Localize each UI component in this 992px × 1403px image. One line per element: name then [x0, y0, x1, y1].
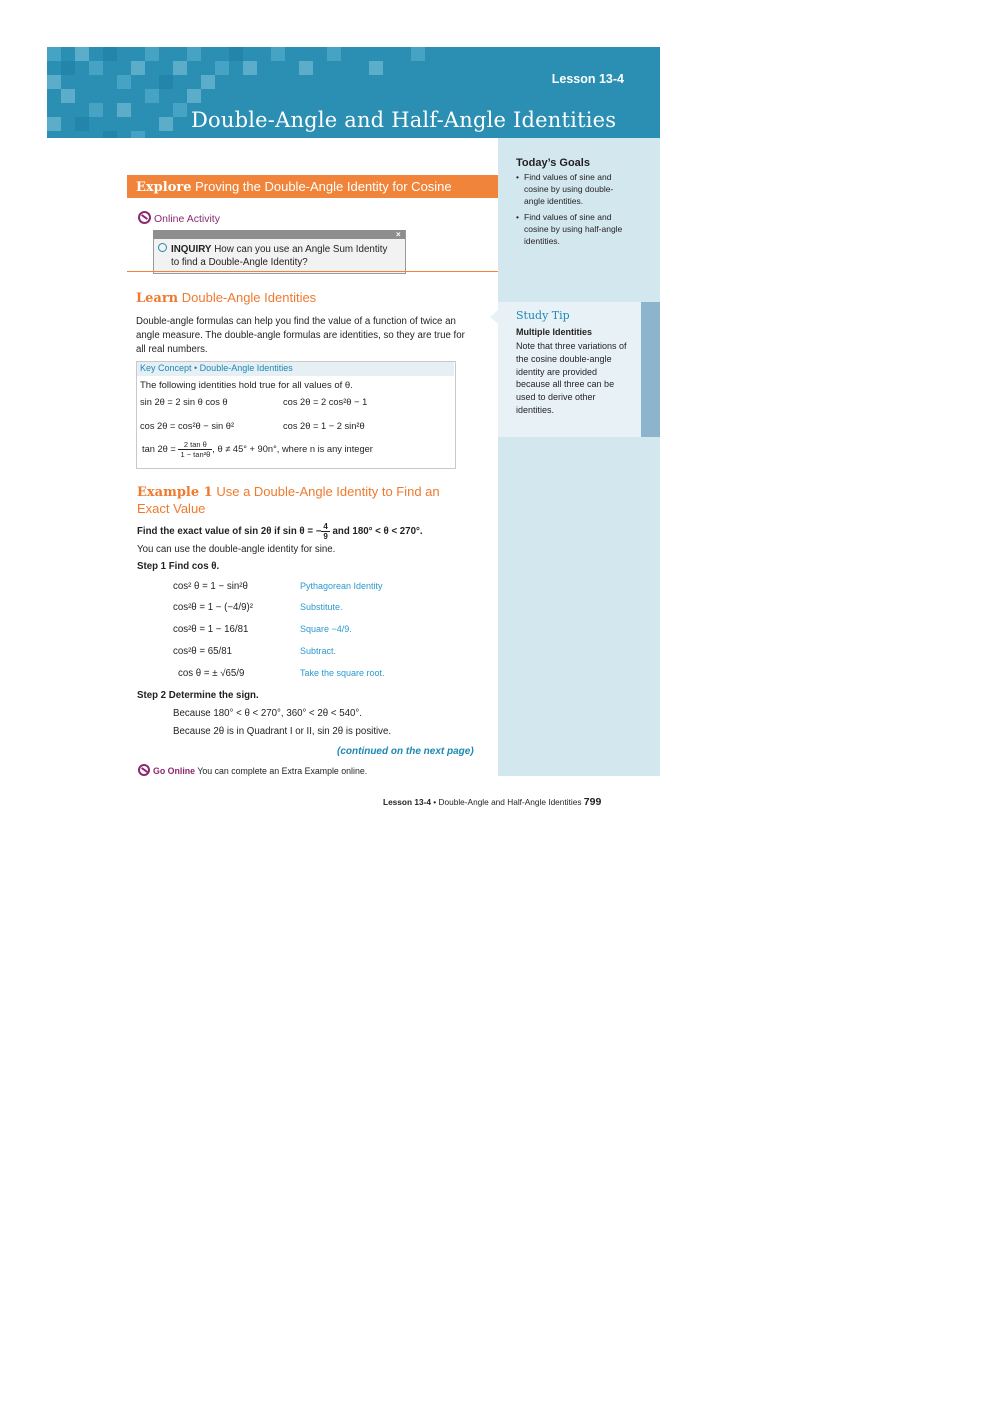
- tan-double-identity: [142, 440, 373, 459]
- section-divider: [127, 271, 498, 272]
- inquiry-icon: [158, 243, 167, 252]
- tan-fraction: [178, 440, 212, 459]
- example-question: [137, 522, 423, 541]
- online-activity-label: Online Activity: [154, 213, 220, 225]
- go-online-icon: [138, 764, 150, 776]
- step-reason: Square −4/9.: [300, 624, 352, 634]
- step1-label: Step 1 Find cos θ.: [137, 561, 220, 572]
- step-expression: cos²θ = 65/81: [173, 646, 232, 657]
- study-tip-text: Note that three variations of the cosine double-angle identity are provided because all three can be used to derive other identities.: [516, 341, 627, 415]
- study-tip-heading: Multiple Identities: [516, 327, 593, 337]
- footer-title: • Double-Angle and Half-Angle Identities: [433, 797, 582, 807]
- lesson-label: Lesson 13-4: [551, 72, 624, 86]
- example-title: Use a Double-Angle Identity to Find an Exact Value: [137, 484, 440, 516]
- goal-item: • Find values of sine and cosine by using double-angle identities.: [516, 171, 626, 207]
- explore-heading: [136, 179, 452, 195]
- question-numerator: 4: [323, 522, 328, 531]
- go-online-text: You can complete an Extra Example online.: [197, 766, 368, 776]
- study-tip-pointer: [490, 310, 498, 324]
- learn-keyword: Learn: [136, 291, 179, 306]
- step-reason: Substitute.: [300, 602, 343, 612]
- tan-numerator: 2 tan θ: [178, 440, 212, 450]
- step-reason: Take the square root.: [300, 668, 385, 678]
- page-title: Double-Angle and Half-Angle Identities: [191, 108, 617, 132]
- step-reason: Subtract.: [300, 646, 337, 656]
- tan-denominator: 1 − tan²θ: [180, 450, 211, 459]
- step-expression: cos² θ = 1 − sin²θ: [173, 581, 248, 592]
- step-expression: cos²θ = 1 − 16/81: [173, 624, 249, 635]
- page-number: 799: [583, 796, 602, 808]
- tan-lhs: tan 2θ =: [142, 443, 176, 454]
- learn-heading: [136, 290, 316, 306]
- example-keyword: Example 1: [137, 485, 213, 500]
- question-part-b: and 180° < θ < 270°.: [329, 526, 423, 538]
- key-concept-intro: The following identities hold true for all values of θ.: [140, 380, 353, 391]
- explore-keyword: Explore: [136, 180, 192, 195]
- step2-label: Step 2 Determine the sign.: [137, 690, 259, 701]
- go-online-link[interactable]: [138, 764, 367, 776]
- example-intro: You can use the double-angle identity for sine.: [137, 544, 336, 555]
- sin-double-identity: sin 2θ = 2 sin θ cos θ: [140, 397, 228, 407]
- question-denominator: 9: [323, 532, 328, 541]
- step-expression: cos θ = ± √65/9: [178, 668, 245, 679]
- step-expression: cos²θ = 1 − (−4/9)²: [173, 602, 253, 613]
- inquiry-label: INQUIRY: [171, 244, 212, 255]
- goals-list: [516, 171, 626, 251]
- continued-note: (continued on the next page): [337, 746, 474, 757]
- question-part-a: Find the exact value of sin 2θ if sin θ = −: [137, 526, 322, 538]
- step-reason: Pythagorean Identity: [300, 581, 383, 591]
- go-online-label: Go Online: [153, 766, 196, 776]
- page-footer: [383, 796, 601, 808]
- cos-double-identity-c: cos 2θ = 1 − 2 sin²θ: [283, 421, 365, 431]
- cos-double-identity-b: cos 2θ = cos²θ − sin θ²: [140, 421, 235, 431]
- goal-item: • Find values of sine and cosine by using half-angle identities.: [516, 211, 626, 247]
- inquiry-text: [171, 243, 396, 269]
- study-tip-bar: [641, 302, 660, 437]
- online-activity-link[interactable]: [138, 211, 220, 225]
- footer-lesson: Lesson 13-4: [383, 797, 431, 807]
- online-activity-icon: [138, 211, 151, 224]
- question-fraction: [321, 522, 329, 541]
- explore-title: Proving the Double-Angle Identity for Cosine: [195, 179, 452, 194]
- inquiry-title-bar: [153, 230, 405, 239]
- close-icon[interactable]: ×: [396, 230, 401, 239]
- step2-line-2: Because 2θ is in Quadrant I or II, sin 2θ is positive.: [173, 726, 392, 737]
- cos-double-identity-a: cos 2θ = 2 cos²θ − 1: [283, 397, 368, 407]
- tan-condition: , θ ≠ 45° + 90n°, where n is any integer: [212, 443, 373, 454]
- goals-title: Today’s Goals: [516, 157, 590, 169]
- learn-title: Double-Angle Identities: [181, 290, 317, 305]
- inquiry-question: How can you use an Angle Sum Identity to find a Double-Angle Identity?: [171, 244, 388, 268]
- key-concept-header: Key Concept • Double-Angle Identities: [140, 363, 293, 373]
- example-heading: [137, 484, 467, 517]
- learn-paragraph: Double-angle formulas can help you find the value of a function of twice an angle measure. The double-angle formulas are identities, so they are true for all real numbers.: [136, 316, 465, 355]
- step2-line-1: Because 180° < θ < 270°, 360° < 2θ < 540°.: [173, 708, 362, 719]
- study-tip-title: Study Tip: [516, 309, 570, 322]
